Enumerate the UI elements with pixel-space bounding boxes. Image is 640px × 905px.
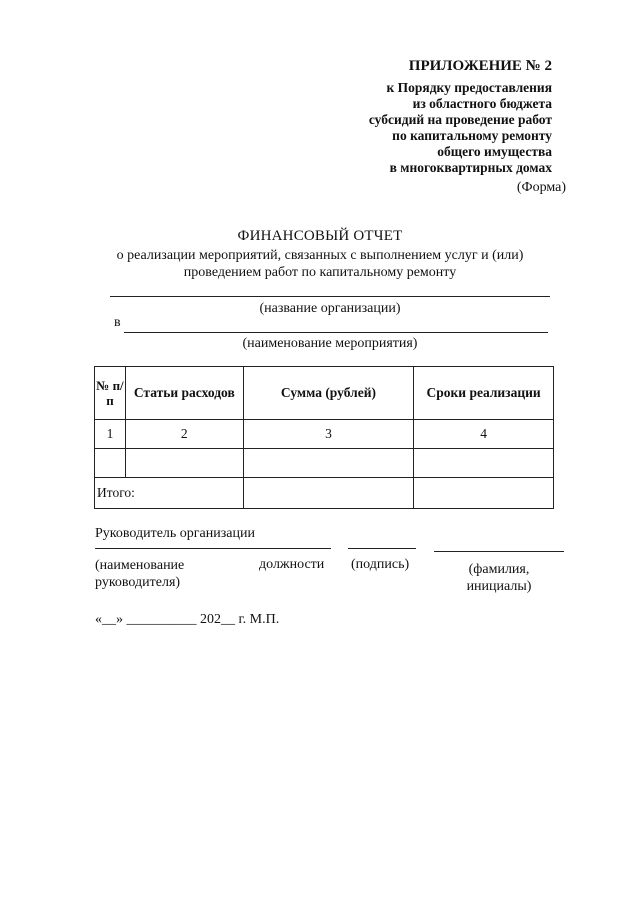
table-header-row bbox=[95, 367, 554, 420]
name-caption-line2: инициалы) bbox=[466, 579, 532, 594]
total-amount-cell[interactable] bbox=[243, 478, 414, 509]
cell-number-3: 3 bbox=[243, 420, 414, 449]
in-prefix: в bbox=[114, 315, 121, 330]
date-stamp-line: «__» __________ 202__ г. М.П. bbox=[95, 612, 280, 627]
appendix-line: субсидий на проведение работ bbox=[368, 112, 552, 127]
table-cell[interactable] bbox=[125, 449, 243, 478]
position-caption-word: должности bbox=[259, 557, 325, 572]
name-caption-line1: (фамилия, bbox=[468, 562, 530, 577]
event-name-caption: (наименование мероприятия) bbox=[242, 336, 418, 351]
name-line[interactable] bbox=[434, 551, 564, 552]
appendix-line: по капитальному ремонту bbox=[392, 128, 552, 143]
report-subtitle-line1: о реализации мероприятий, связанных с выполнением услуг и (или) bbox=[116, 248, 524, 263]
position-line[interactable] bbox=[95, 548, 331, 549]
appendix-line: общего имущества bbox=[437, 144, 552, 159]
header-number: № п/п bbox=[95, 367, 126, 420]
position-caption-line1: (наименование bbox=[95, 558, 185, 573]
appendix-line: из областного бюджета bbox=[412, 96, 552, 111]
table-total-row bbox=[95, 478, 554, 509]
report-table bbox=[94, 366, 554, 509]
appendix-title: ПРИЛОЖЕНИЕ № 2 bbox=[408, 58, 552, 74]
total-terms-cell[interactable] bbox=[414, 478, 554, 509]
appendix-line: в многоквартирных домах bbox=[389, 160, 552, 175]
sign-caption: (подпись) bbox=[351, 557, 410, 572]
head-label: Руководитель организации bbox=[95, 526, 255, 541]
name-caption bbox=[449, 561, 549, 595]
table-row bbox=[95, 449, 554, 478]
signature-line[interactable] bbox=[348, 548, 416, 549]
report-title: ФИНАНСОВЫЙ ОТЧЕТ bbox=[237, 228, 403, 244]
cell-number-1: 1 bbox=[95, 420, 126, 449]
position-caption-line2: руководителя) bbox=[95, 575, 181, 590]
cell-number-2: 2 bbox=[125, 420, 243, 449]
header-amount: Сумма (рублей) bbox=[243, 367, 414, 420]
form-label: (Форма) bbox=[516, 180, 566, 195]
header-terms: Сроки реализации bbox=[414, 367, 554, 420]
table-row-numbers bbox=[95, 420, 554, 449]
org-name-line[interactable] bbox=[110, 296, 550, 297]
table-cell[interactable] bbox=[243, 449, 414, 478]
total-label: Итого: bbox=[95, 478, 244, 509]
table-cell[interactable] bbox=[414, 449, 554, 478]
cell-number-4: 4 bbox=[414, 420, 554, 449]
table-cell[interactable] bbox=[95, 449, 126, 478]
appendix-line: к Порядку предоставления bbox=[386, 80, 552, 95]
position-caption bbox=[95, 557, 184, 591]
appendix-text bbox=[252, 80, 552, 176]
header-expense-items: Статьи расходов bbox=[125, 367, 243, 420]
org-name-caption: (название организации) bbox=[259, 301, 401, 316]
event-name-line[interactable] bbox=[124, 332, 548, 333]
report-subtitle-line2: проведением работ по капитальному ремонту bbox=[183, 265, 457, 280]
